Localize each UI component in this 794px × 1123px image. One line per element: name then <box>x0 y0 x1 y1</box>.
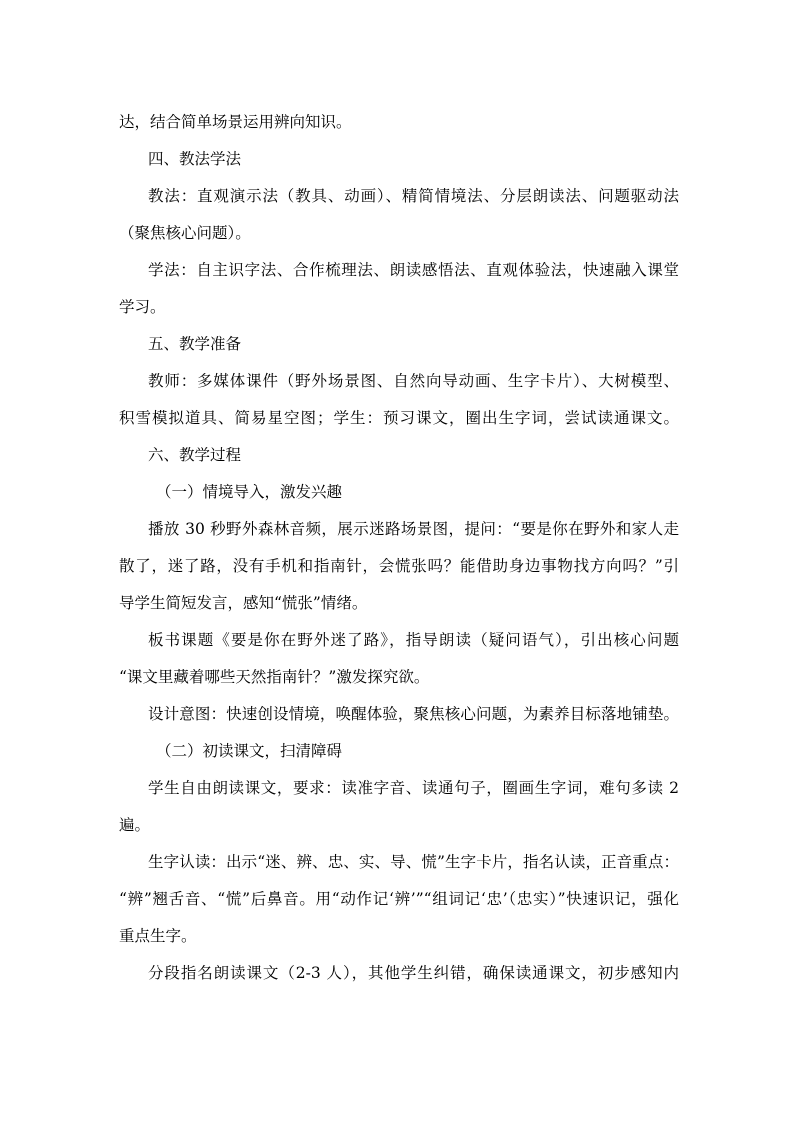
text-line: 遍。 <box>119 816 151 834</box>
text-line: 积雪模拟道具、简易星空图；学生：预习课文，圈出生字词，尝试读通课文。 <box>119 409 679 427</box>
text-line: 学习。 <box>119 298 166 316</box>
text-line: 学生自由朗读课文，要求：读准字音、读通句子，圈画生字词，难句多读 2 <box>148 779 679 797</box>
text-line: 达，结合简单场景运用辨向知识。 <box>119 113 352 131</box>
section-heading: 六、教学过程 <box>148 446 242 464</box>
text-line: 散了，迷了路，没有手机和指南针，会慌张吗？能借助身边事物找方向吗？”引 <box>119 557 679 575</box>
text-line: 板书课题《要是你在野外迷了路》，指导朗读（疑问语气），引出核心问题 <box>148 631 679 649</box>
text-line: 生字认读：出示“迷、辨、忠、实、导、慌”生字卡片，指名认读，正音重点： <box>148 853 679 871</box>
subsection-heading: （二）初读课文，扫清障碍 <box>156 742 343 760</box>
text-line: “辨”翘舌音、“慌”后鼻音。用“动作记‘辨’”“组词记‘忠’（忠实）”快速识记，强化 <box>119 890 679 908</box>
text-line: 导学生简短发言，感知“慌张”情绪。 <box>119 594 368 612</box>
document-body <box>119 104 679 992</box>
text-line: 设计意图：快速创设情境，唤醒体验，聚焦核心问题，为素养目标落地铺垫。 <box>148 705 679 723</box>
text-line: 播放 30 秒野外森林音频，展示迷路场景图，提问：“要是你在野外和家人走 <box>148 520 679 538</box>
text-line: “课文里藏着哪些天然指南针？”激发探究欲。 <box>119 668 430 686</box>
text-line: 教法：直观演示法（教具、动画）、精简情境法、分层朗读法、问题驱动法 <box>148 187 679 205</box>
section-heading: 四、教法学法 <box>148 150 242 168</box>
text-line: 重点生字。 <box>119 927 197 945</box>
text-line: （聚焦核心问题）。 <box>119 224 251 242</box>
subsection-heading: （一）情境导入，激发兴趣 <box>156 483 343 501</box>
text-line: 教师：多媒体课件（野外场景图、自然向导动画、生字卡片）、大树模型、 <box>148 372 679 390</box>
text-line: 分段指名朗读课文（2-3 人），其他学生纠错，确保读通课文，初步感知内 <box>148 964 679 982</box>
text-line: 学法：自主识字法、合作梳理法、朗读感悟法、直观体验法，快速融入课堂 <box>148 261 679 279</box>
section-heading: 五、教学准备 <box>148 335 242 353</box>
